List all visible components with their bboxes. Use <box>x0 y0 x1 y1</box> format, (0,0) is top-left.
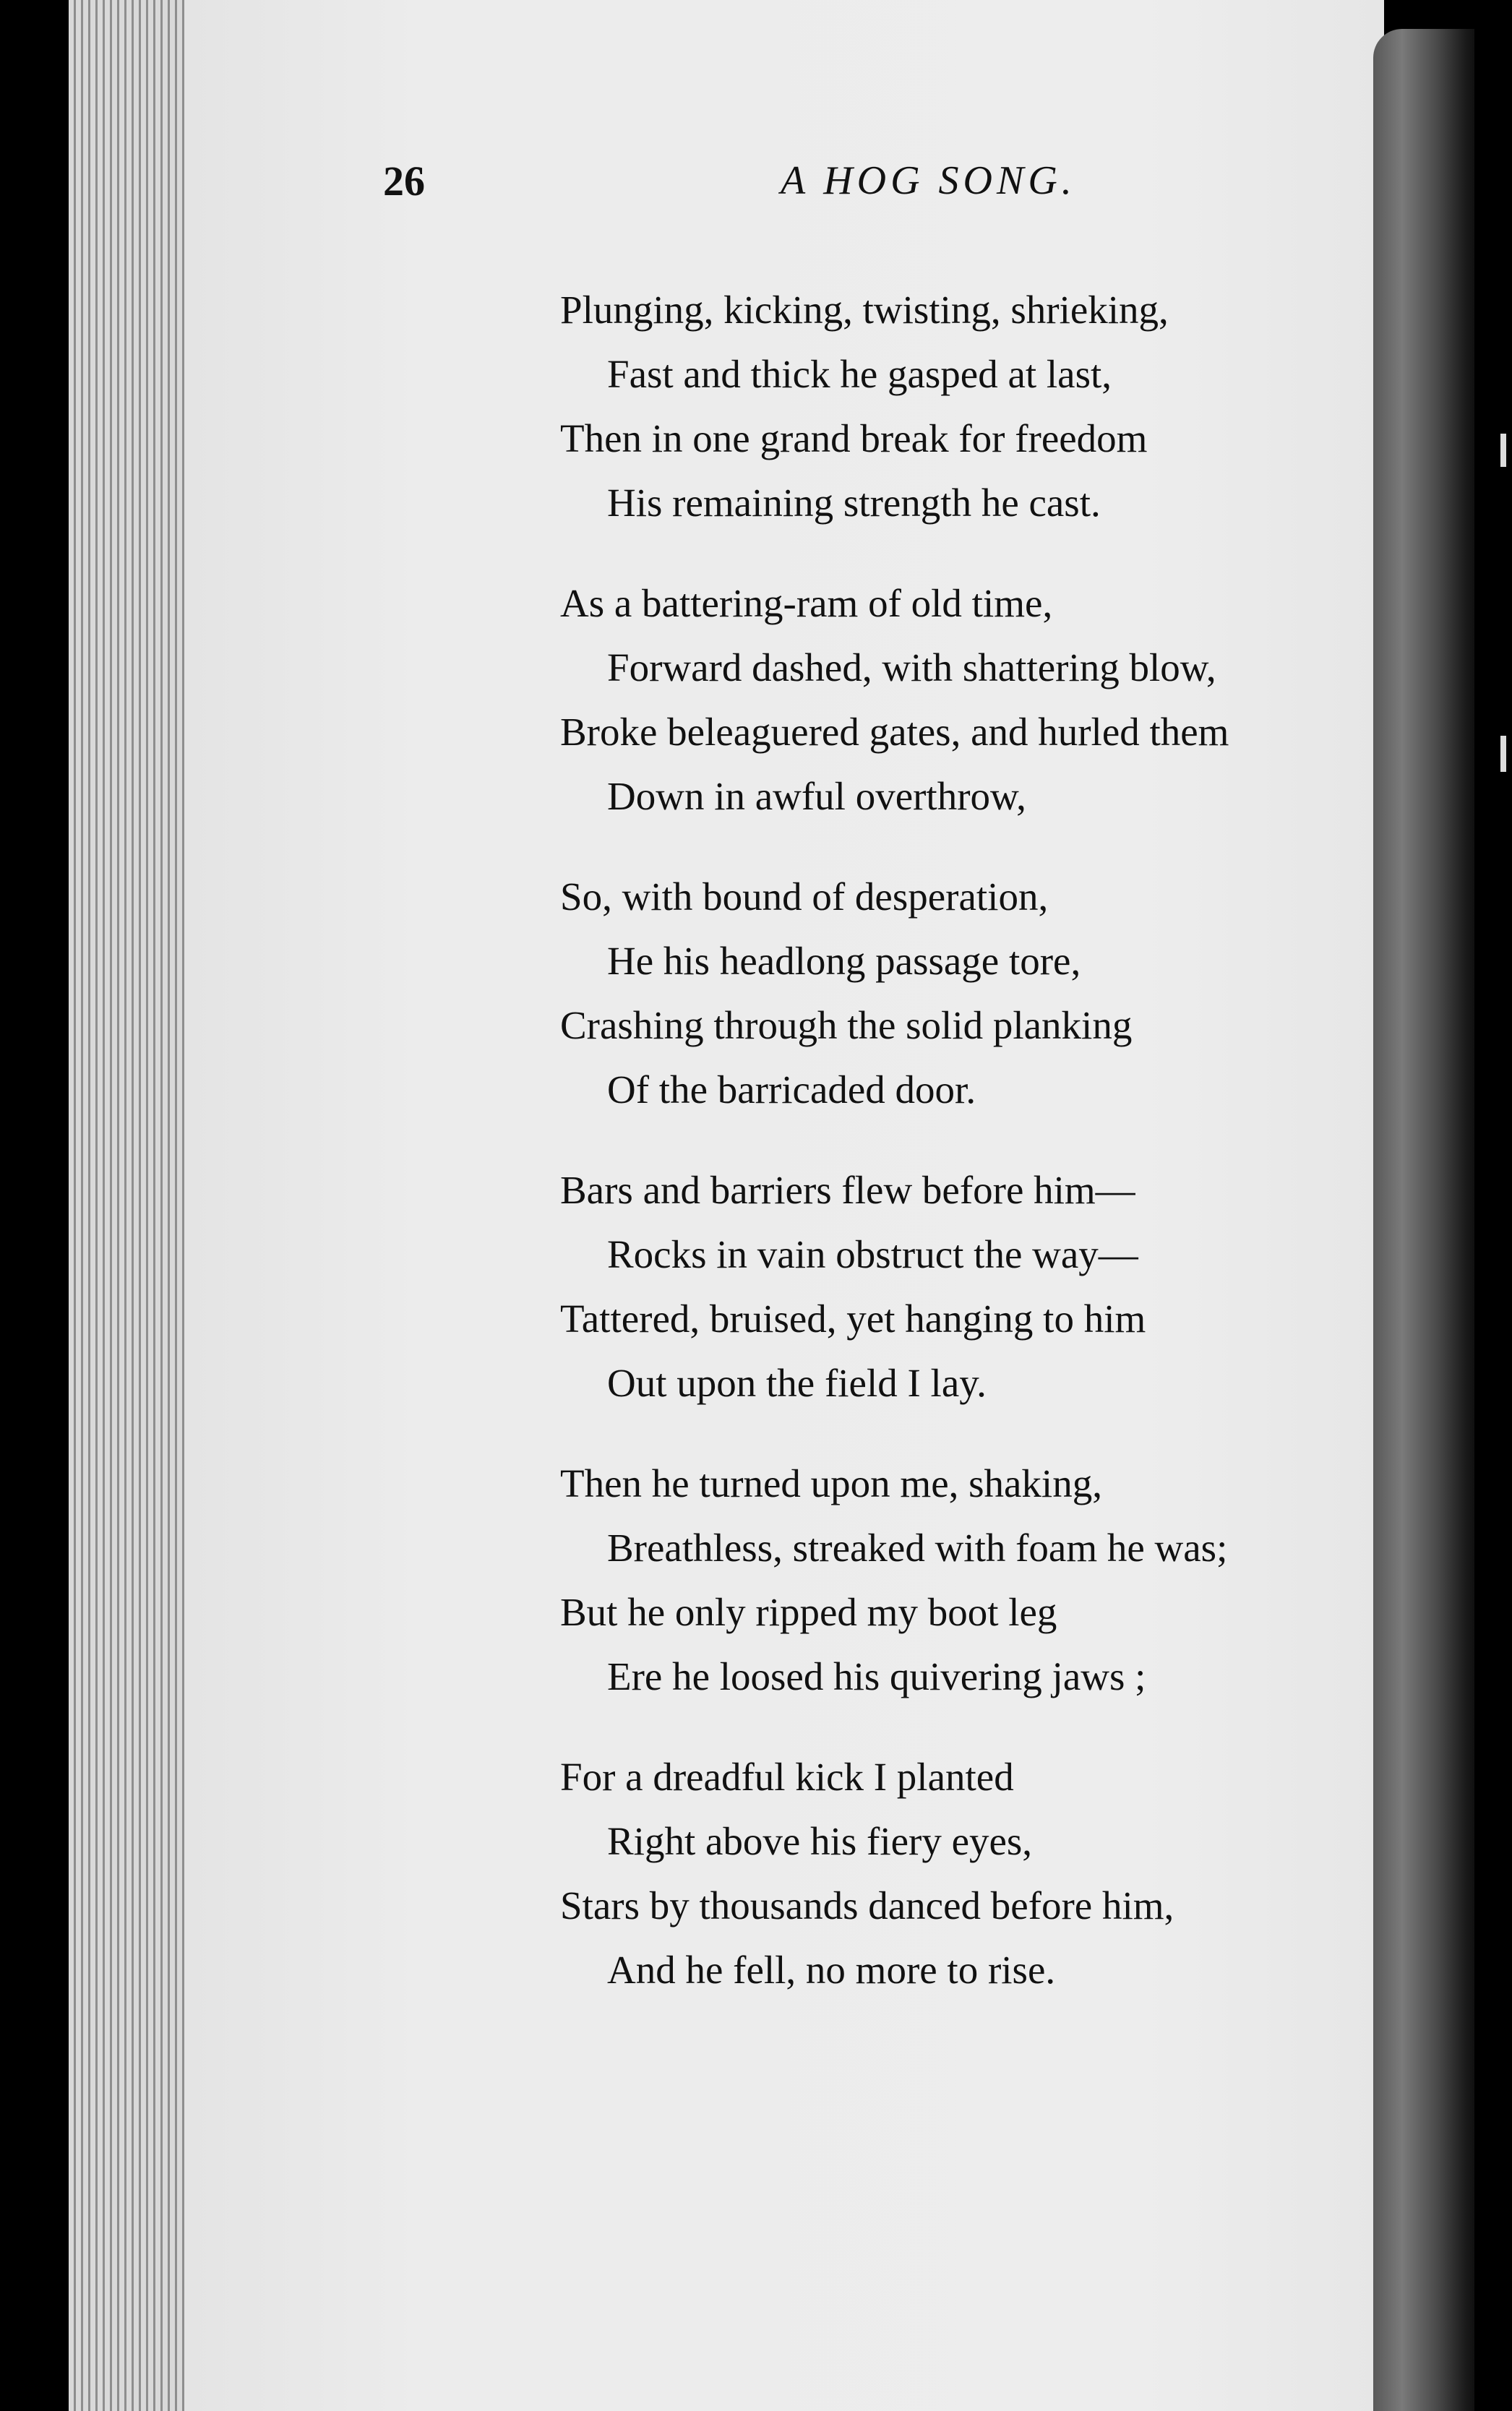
poem-line: Fast and thick he gasped at last, <box>607 352 1112 396</box>
book-gutter <box>1373 29 1489 2411</box>
stanza <box>560 278 1370 535</box>
poem-line: Forward dashed, with shattering blow, <box>607 645 1216 689</box>
poem-line: Right above his fiery eyes, <box>607 1819 1033 1863</box>
stanza <box>560 1158 1370 1415</box>
stanza <box>560 571 1370 828</box>
poem-line: Then in one grand break for freedom <box>560 416 1148 460</box>
poem-body <box>560 278 1370 2038</box>
page-edges <box>69 0 195 2411</box>
poem-line: Rocks in vain obstruct the way— <box>607 1232 1138 1276</box>
stanza <box>560 1451 1370 1709</box>
poem-line: And he fell, no more to rise. <box>607 1948 1056 1992</box>
poem-line: Of the barricaded door. <box>607 1067 976 1112</box>
stanza <box>560 1745 1370 2002</box>
edge-mark <box>1500 434 1506 467</box>
poem-line: But he only ripped my boot leg <box>560 1590 1057 1634</box>
edge-mark <box>1500 736 1506 772</box>
poem-line: Down in awful overthrow, <box>607 774 1026 818</box>
poem-line: His remaining strength he cast. <box>607 481 1101 525</box>
poem-line: Stars by thousands danced before him, <box>560 1883 1174 1927</box>
poem-line: So, with bound of desperation, <box>560 874 1049 919</box>
poem-line: Ere he loosed his quivering jaws ; <box>607 1654 1146 1698</box>
poem-line: Broke beleaguered gates, and hurled them <box>560 710 1229 754</box>
poem-line: Out upon the field I lay. <box>607 1361 987 1405</box>
poem-line: For a dreadful kick I planted <box>560 1755 1014 1799</box>
running-title: A HOG SONG. <box>781 158 1076 203</box>
stanza <box>560 864 1370 1122</box>
poem-line: Tattered, bruised, yet hanging to him <box>560 1297 1146 1341</box>
poem-line: Breathless, streaked with foam he was; <box>607 1526 1228 1570</box>
page-number: 26 <box>383 158 425 205</box>
poem-line: Then he turned upon me, shaking, <box>560 1461 1102 1505</box>
poem-line: Plunging, kicking, twisting, shrieking, <box>560 288 1169 332</box>
poem-line: Crashing through the solid planking <box>560 1003 1133 1047</box>
poem-line: As a battering-ram of old time, <box>560 581 1053 625</box>
poem-line: He his headlong passage tore, <box>607 939 1081 983</box>
poem-line: Bars and barriers flew before him— <box>560 1168 1135 1212</box>
scan-border <box>1474 0 1512 2411</box>
